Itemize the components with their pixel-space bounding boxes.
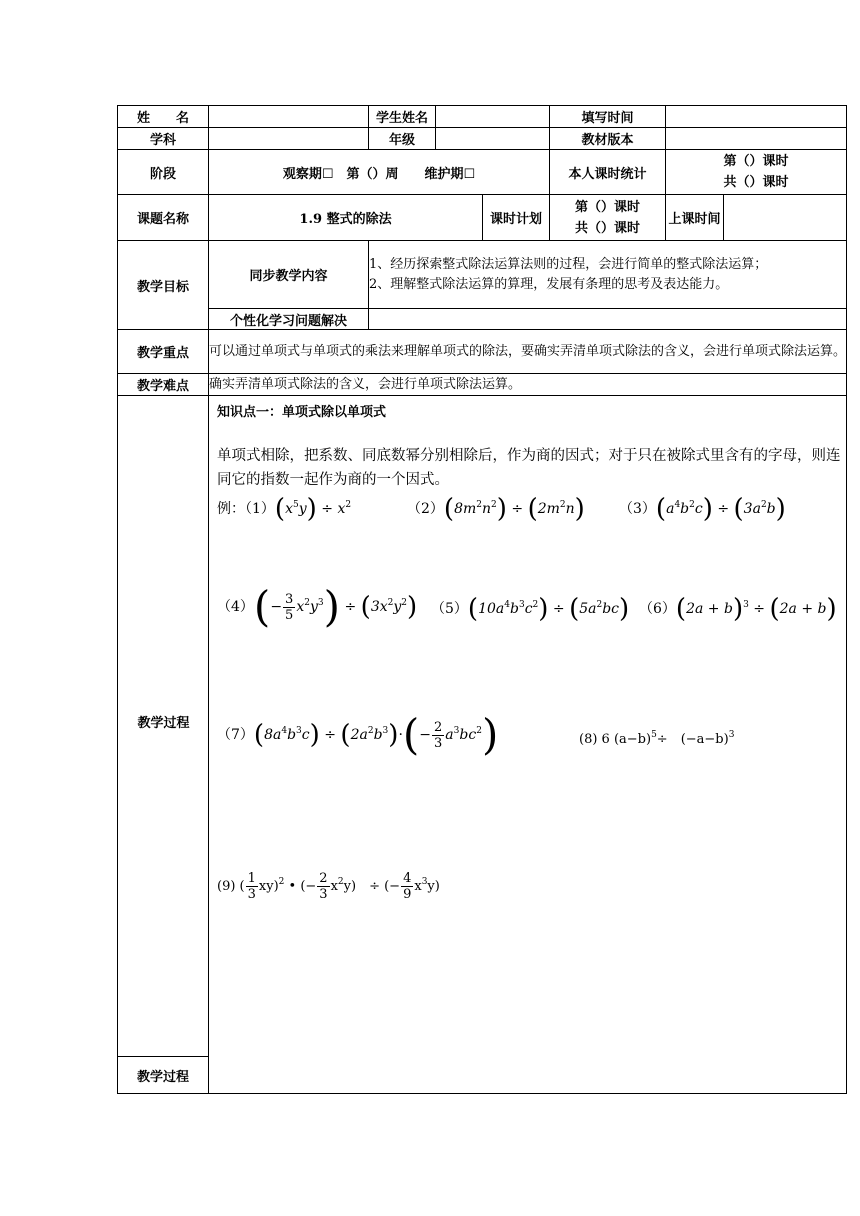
fill-time-label: 填写时间 — [550, 106, 666, 128]
row-topic — [118, 195, 847, 241]
goals-label: 教学目标 — [118, 241, 209, 330]
hours-stat-line1: 第（）课时 — [723, 154, 789, 169]
difficulty-text: 确实弄清单项式除法的含义，会进行单项式除法运算。 — [209, 374, 847, 396]
grade-field[interactable] — [436, 128, 550, 150]
row-stage — [118, 150, 847, 195]
class-time-label: 上课时间 — [666, 195, 724, 241]
key-point-label: 教学重点 — [118, 330, 209, 374]
plan-line1: 第（）课时 — [575, 199, 641, 215]
topic-title: 1.9 整式的除法 — [209, 195, 483, 241]
row-process — [118, 396, 847, 1057]
difficulty-label: 教学难点 — [118, 374, 209, 396]
name-label: 姓 名 — [118, 106, 209, 128]
stage-value: 观察期☐ 第（）周 维护期☐ — [209, 150, 550, 195]
example-8-text: (8) 6 (a−b) — [579, 732, 652, 747]
knowledge-point-title: 知识点一：单项式除以单项式 — [217, 405, 387, 420]
example-7: $(7)(8a^4b^3c) \div (2a^2b^3)\cdot(-$ $\frac{2}{3}$ $a^3bc^2$) — [217, 710, 499, 759]
stage-label: 阶段 — [118, 150, 209, 195]
process-label-cell — [118, 396, 209, 1057]
row-key-point — [118, 330, 847, 374]
row-goals — [118, 241, 847, 309]
goals-text — [369, 241, 847, 309]
example-5: $(5)(10a^4b^3c^2) \div (5a^2bc)$ — [431, 594, 630, 624]
name-field[interactable] — [209, 106, 369, 128]
row-subject — [118, 128, 847, 150]
example-9-x3: x — [414, 879, 422, 894]
goal-1: 1、经历探索整式除法运算法则的过程，会进行简单的整式除法运算； — [369, 256, 768, 272]
lesson-plan-table — [117, 105, 847, 1094]
class-time-field[interactable] — [724, 195, 847, 241]
example-9: (9) ( $\frac{1}{3}$ xy)$^2$ • (− $\frac{2}{3}$ $x^2y$) ÷ (− $\frac{4}{9}$ $x^3y$) — [217, 871, 440, 902]
example-9-y1: y) ÷ (− — [343, 879, 401, 894]
row-personal — [118, 309, 847, 330]
subject-field[interactable] — [209, 128, 369, 150]
plan-value — [550, 195, 666, 241]
personal-learning-field[interactable] — [369, 309, 847, 330]
example-8-exp2: 3 — [728, 730, 735, 740]
hours-stat-line2: 共（）课时 — [723, 175, 789, 190]
example-3: $(3)(a^4b^2c) \div (3a^2b)$ — [619, 494, 786, 524]
example-6: $(6)(2a + b)^3 \div (2a + b)$ — [639, 594, 837, 624]
student-name-label: 学生姓名 — [369, 106, 436, 128]
grade-label: 年级 — [369, 128, 436, 150]
row-difficulty — [118, 374, 847, 396]
row-name — [118, 106, 847, 128]
example-2-prefix: （2） — [407, 501, 444, 517]
example-9-dot: • (− — [288, 879, 317, 894]
example-8-exp: 5 — [651, 730, 657, 740]
example-6-prefix: （6） — [639, 601, 676, 617]
hours-stat-value — [666, 150, 847, 195]
process-label: 教学过程 — [137, 716, 190, 731]
example-8 — [579, 728, 734, 747]
process-content — [209, 396, 847, 1094]
key-point-text: 可以通过单项式与单项式的乘法来理解单项式的除法，要确实弄清单项式除法的含义，会进行单项式除法运算。 — [209, 330, 847, 374]
student-name-field[interactable] — [436, 106, 550, 128]
example-1: 例：$(1)(x^5y) \div x^2$ — [217, 494, 352, 524]
subject-label: 学科 — [118, 128, 209, 150]
example-3-prefix: （3） — [619, 501, 656, 517]
sync-content-label: 同步教学内容 — [209, 241, 369, 309]
goal-2: 2、理解整式除法运算的算理，发展有条理的思考及表达能力。 — [369, 276, 729, 292]
example-5-prefix: （5） — [431, 601, 468, 617]
plan-line2: 共（）课时 — [575, 220, 641, 236]
textbook-field[interactable] — [666, 128, 847, 150]
example-8-div: ÷ (−a−b) — [656, 732, 729, 747]
process-label-2: 教学过程 — [118, 1057, 209, 1094]
rule-text: 单项式相除，把系数、同底数幂分别相除后，作为商的因式；对于只在被除式里含有的字母，则连同它的指数一起作为商的一个因式。 — [217, 448, 841, 488]
plan-label: 课时计划 — [483, 195, 550, 241]
example-7-prefix: （7） — [217, 727, 254, 743]
example-4-prefix: （4） — [217, 599, 254, 615]
example-1-prefix: 例：（1） — [217, 501, 275, 517]
example-9-x2: x — [330, 879, 338, 894]
example-9-end: y) — [427, 879, 440, 894]
personal-learning-label: 个性化学习问题解决 — [209, 309, 369, 330]
example-9-xy: xy) — [258, 879, 279, 894]
example-4: （4）(− $\frac{3}{5}$ $x^2y^3) \div (3x^2y^2)$ — [217, 582, 418, 631]
example-9-sq: 2 — [278, 877, 285, 887]
example-2: $(2)(8m^2n^2) \div (2m^2n)$ — [407, 494, 585, 524]
hours-stat-label: 本人课时统计 — [550, 150, 666, 195]
topic-label: 课题名称 — [118, 195, 209, 241]
fill-time-field[interactable] — [666, 106, 847, 128]
example-9-prefix: (9) ( — [217, 879, 245, 894]
textbook-label: 教材版本 — [550, 128, 666, 150]
